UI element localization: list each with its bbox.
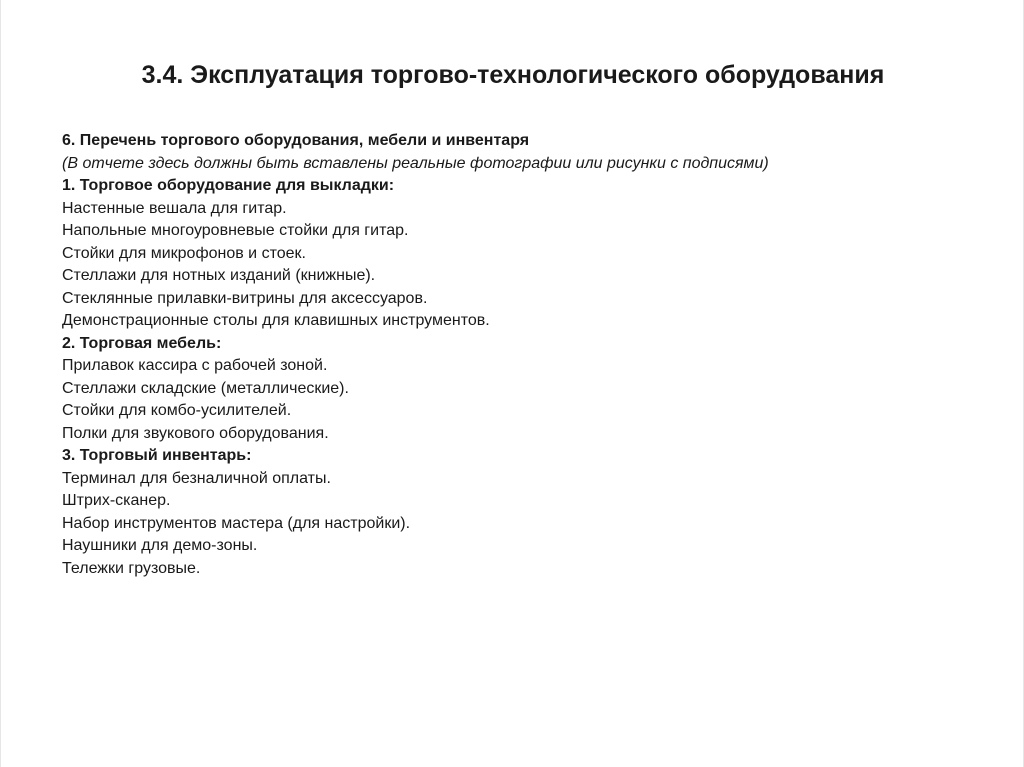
list-item: Стеклянные прилавки-витрины для аксессуаров.	[62, 289, 428, 307]
list-item: Набор инструментов мастера (для настройки).	[62, 514, 411, 532]
list-item: Полки для звукового оборудования.	[62, 424, 329, 442]
group-heading-furniture: 2. Торговая мебель:	[62, 334, 222, 352]
section-heading: 6. Перечень торгового оборудования, мебели и инвентаря	[62, 132, 530, 149]
section-note: (В отчете здесь должны быть вставлены реальные фотографии или рисунки с подписями)	[62, 154, 769, 172]
list-item: Наушники для демо-зоны.	[62, 537, 258, 554]
group-heading-display-equipment: 1. Торговое оборудование для выкладки:	[62, 177, 395, 194]
list-item: Прилавок кассира с рабочей зоной.	[62, 357, 328, 374]
list-item: Напольные многоуровневые стойки для гитар.	[62, 222, 409, 239]
page-title: 3.4. Эксплуатация торгово-технологического оборудования	[141, 61, 885, 89]
slide-body	[62, 130, 962, 580]
list-item: Штрих-сканер.	[62, 492, 171, 509]
list-item: Тележки грузовые.	[62, 559, 201, 577]
group-heading-inventory: 3. Торговый инвентарь:	[62, 447, 252, 464]
list-item: Стеллажи складские (металлические).	[62, 379, 349, 397]
list-item: Настенные вешала для гитар.	[62, 199, 287, 217]
list-item: Стойки для микрофонов и стоек.	[62, 244, 306, 262]
list-item: Терминал для безналичной оплаты.	[62, 469, 331, 487]
list-item: Стеллажи для нотных изданий (книжные).	[62, 267, 376, 284]
list-item: Демонстрационные столы для клавишных инструментов.	[62, 312, 490, 329]
list-item: Стойки для комбо-усилителей.	[62, 402, 292, 419]
